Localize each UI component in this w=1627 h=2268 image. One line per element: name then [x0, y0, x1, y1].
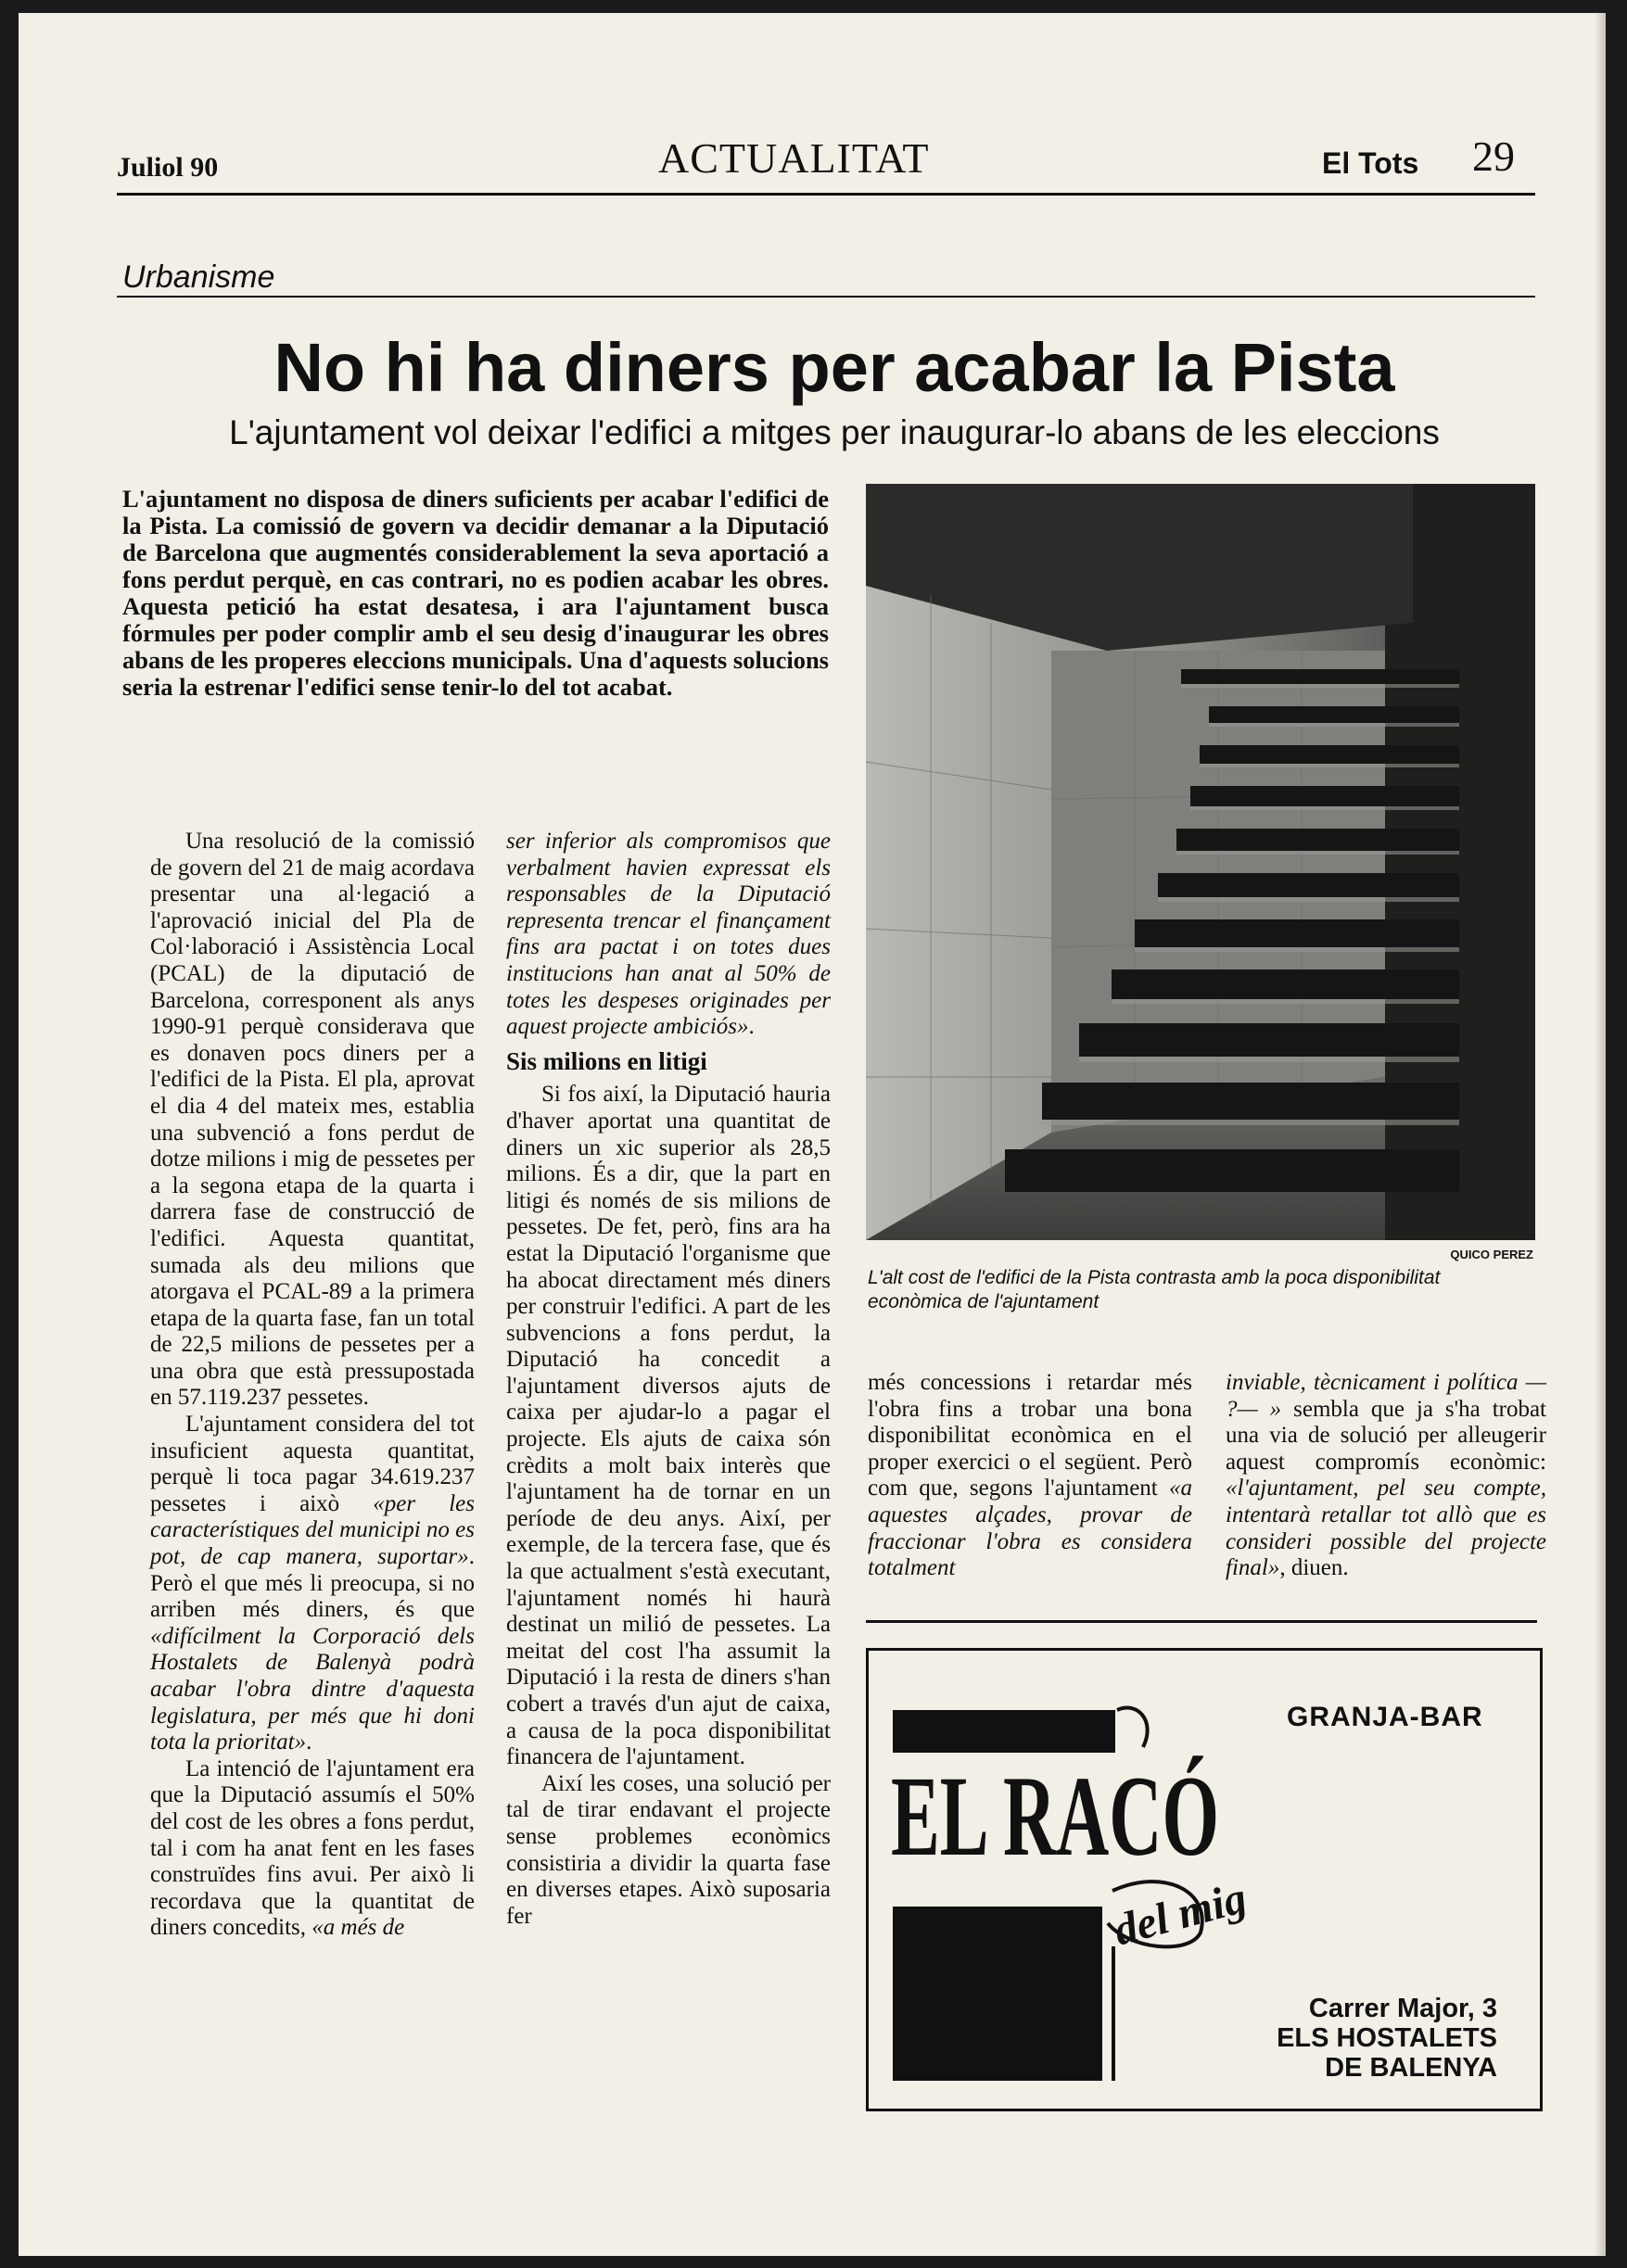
paragraph [506, 1771, 831, 1931]
quote: ser inferior als compromisos que verbalment havien expressat els responsables de la Diputació representa trencar el finançament fins ara pactat i on totes dues institucions han anat al 50% de totes les despeses originades per aquest projecte ambiciós» [506, 829, 831, 1040]
article-headline: No hi ha diners per acabar la Pista [273, 329, 1395, 406]
quote: inviable, tècnicament i política — ?— » [1226, 1370, 1546, 1422]
paragraph-text: més concessions i retardar més l'obra fins a trobar una bona disponibilitat econòmica en el proper exercici o el següent. Però com que, segons l'ajuntament [868, 1370, 1192, 1501]
section-title: ACTUALITAT [658, 134, 930, 182]
header-rule [117, 193, 1535, 196]
page-number: 29 [1472, 133, 1515, 180]
ad-separator-rule [866, 1620, 1537, 1623]
advertisement-box [866, 1648, 1543, 2111]
quote: «per les característiques del municipi no es pot, de cap manera, suportar» [150, 1490, 475, 1570]
paragraph-text: Si fos així, la Diputació hauria d'haver aportat una quantitat de diners un xic superior als 28,5 milions. És a dir, que la part en litigi és només de sis milions de pessetes. De fet, però, fins ara ha estat la Diputació l'organisme que ha abocat directament més diners per construir l'edifici. A part de les subvencions a fons perdut, la Diputació ha concedit a l'ajuntament diversos ajuts de caixa per ajudar-lo a pagar el projecte. Els ajuts de caixa són crèdits a molt baix interès que l'ajuntament ha de tornar en un període de deu anys. Així, per exemple, de la tercera fase, que és la que actualment s'està executant, l'ajuntament només hi haurà destinat un milió de pessetes. La meitat del cost l'ha assumit la Diputació i la resta de diners s'han cobert a través d'un ajut de caixa, a causa de la poca disponibilitat financera de l'ajuntament. [506, 1082, 831, 1770]
quote: «l'ajuntament, pel seu compte, intentarà retallar tot allò que es consideri possible del projecte final» [1226, 1476, 1546, 1581]
paragraph-text: Una resolució de la comissió de govern del 21 de maig acordava presentar una al·legació a l'aprovació inicial del Pla de Col·laboració i Assistència Local (PCAL) de la diputació de Barcelona, corresponent als anys 1990-91 perquè considerava que es donaven pocs diners per a l'edifici de la Pista. El pla, aprovat el dia 4 del mateix mes, establia una subvenció a fons perdut de dotze milions i mig de pessetes per a la segona etapa de la quarta i darrera fase de construcció de l'edifici. Aquesta quantitat, sumada als deu milions que atorgava el PCAL-89 a la primera etapa de la quarta fase, fan un total de 22,5 milions de pessetes per a una obra que està pressupostada en 57.119.237 pessetes. [150, 829, 475, 1411]
category-rule [117, 296, 1535, 298]
paragraph [150, 829, 475, 1412]
paragraph-text: sembla que ja s'ha trobat una via de solució per alleugerir aquest compromís econòmic: [1226, 1396, 1547, 1475]
quote: «a més de [311, 1915, 405, 1941]
newspaper-page [19, 13, 1595, 2256]
article-column-1 [150, 829, 475, 1942]
paragraph-text: . [306, 1730, 312, 1755]
issue-date: Juliol 90 [117, 152, 219, 183]
staircase-photo [866, 484, 1535, 1240]
logo-title: EL RACÓ [891, 1753, 1219, 1880]
paragraph [1226, 1370, 1546, 1582]
quote: «difícilment la Corporació dels Hostalets de Balenyà podrà acabar l'obra dintre d'aquesta legislatura, per més que hi doni tota la prioritat» [150, 1623, 475, 1755]
paragraph [868, 1370, 1192, 1582]
logo-subtitle: del mig [1109, 1872, 1252, 1956]
paragraph-text: La intenció de l'ajuntament era que la Diputació assumís el 50% del cost de les obres a fons perdut, tal i com ha anat fent en les fases construïdes fins avui. Per això li recordava que la quantitat de diners concedits, [150, 1755, 475, 1941]
paragraph [150, 1756, 475, 1942]
paragraph-text: , diuen. [1279, 1555, 1349, 1581]
publication-name: El Tots [1322, 146, 1419, 180]
page-edge [1595, 13, 1606, 2256]
ad-address-line: ELS HOSTALETS [1277, 2023, 1497, 2053]
article-lead: L'ajuntament no disposa de diners suficients per acabar l'edifici de la Pista. La comissió de govern va decidir demanar a la Diputació de Barcelona que augmentés considerablement la seva aportació a fons perdut perquè, en cas contrari, no es podien acabar les obres. Aquesta petició ha estat desatesa, i ara l'ajuntament busca fórmules per poder complir amb el seu desig d'inaugurar les obres abans de les properes eleccions municipals. Una d'aquests solucions seria la estrenar l'edifici sense tenir-lo del tot acabat. [122, 485, 829, 701]
paragraph-text: L'ajuntament considera del tot insuficient aquesta quantitat, perquè li toca pagar 34.619.237 pessetes i això [150, 1412, 475, 1516]
paragraph [150, 1412, 475, 1756]
ad-address [1212, 1994, 1497, 2083]
paragraph [506, 1082, 831, 1770]
article-category: Urbanisme [122, 260, 275, 295]
ad-business-type: GRANJA-BAR [1287, 1702, 1483, 1732]
ad-address-line: DE BALENYA [1325, 2053, 1497, 2083]
photo-credit: QUICO PEREZ [1450, 1248, 1533, 1261]
el-raco-logo [885, 1701, 1256, 2081]
article-subheading: Sis milions en litigi [506, 1046, 707, 1075]
article-column-2 [506, 829, 831, 1930]
photo-caption: L'alt cost de l'edifici de la Pista contrasta amb la poca disponibilitat econòmica de l'ajuntament [868, 1267, 1441, 1312]
article-column-4 [1226, 1370, 1546, 1582]
ad-address-line: Carrer Major, 3 [1308, 1994, 1497, 2023]
paragraph-text: Així les coses, una solució per tal de tirar endavant el projecte sense problemes econòmics consistiria a dividir la quarta fase en diverses etapes. Això suposaria fer [506, 1770, 831, 1929]
article-column-3 [868, 1370, 1192, 1582]
paragraph-text: . Però el que més li preocupa, si no arriben més diners, és que [150, 1544, 475, 1623]
paragraph-text: . [748, 1014, 755, 1040]
article-subheadline: L'ajuntament vol deixar l'edifici a mitges per inaugurar-lo abans de les eleccions [229, 413, 1440, 451]
paragraph [506, 829, 831, 1041]
quote: «a aquestes alçades, provar de fraccionar l'obra es considera totalment [868, 1476, 1192, 1581]
